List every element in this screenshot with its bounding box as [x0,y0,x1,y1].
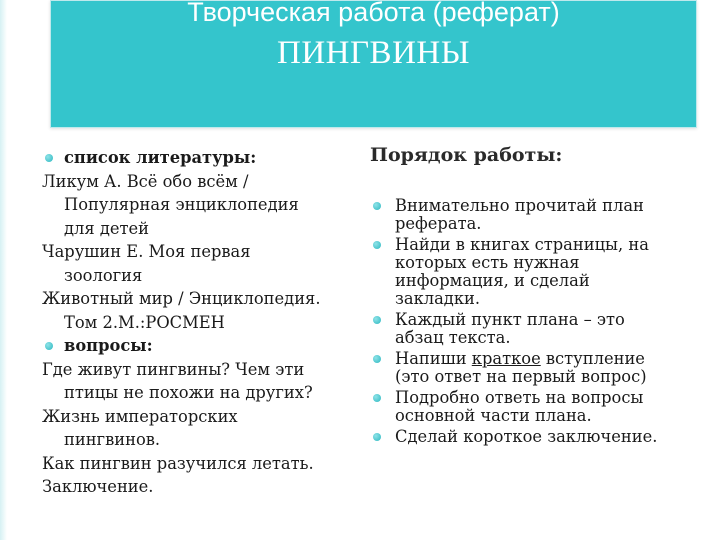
book-1-line-3: для детей [64,218,149,238]
item-6-line-1: Сделай короткое заключение. [395,427,658,446]
questions-heading [42,334,357,358]
bullet-icon [373,355,381,363]
item-2-line-3: информация, и сделай [395,271,590,290]
list-item [372,428,712,446]
list-item [372,350,712,386]
book-1-line-2: Популярная энциклопедия [64,195,299,214]
question-1-line-1: Где живут пингвины? Чем эти [42,359,305,379]
list-item [372,389,712,425]
item-4-line-2: (это ответ на первый вопрос) [395,367,647,386]
list-item [372,197,712,233]
book-2-line-2: зоология [64,265,143,285]
item-5-line-2: основной части плана. [395,406,592,425]
list-item [372,311,712,347]
list-item [372,236,712,308]
literature-heading [42,146,357,170]
work-order-list [372,197,712,449]
question-4: Заключение. [42,477,154,496]
title-banner [50,0,697,128]
book-3-line-1: Животный мир / Энциклопедия. [42,289,321,308]
slide-subtitle: ПИНГВИНЫ [276,35,471,71]
question-2-line-2: пингвинов. [64,430,161,449]
item-4-text-before: Напиши [395,349,472,368]
questions-heading-text: вопросы: [64,336,153,355]
literature-heading-text: список литературы: [64,148,257,167]
bullet-icon [45,342,53,350]
slide-title: Творческая работа (реферат) [187,0,560,27]
question-2-line-1: Жизнь императорских [42,406,238,426]
left-edge-strip [0,0,7,540]
work-order-heading: Порядок работы: [370,144,563,166]
bullet-icon [373,394,381,402]
item-4-line-1 [395,350,712,368]
bullet-icon [373,433,381,441]
item-1-line-2: реферата. [395,214,482,233]
item-4-underlined-word: краткое [471,349,541,368]
item-1-line-1: Внимательно прочитай план [395,196,644,215]
book-2-line-1: Чарушин Е. Моя первая [42,242,251,261]
item-2-line-1: Найди в книгах страницы, на [395,235,649,254]
item-4-text-after: вступление [540,349,645,368]
bullet-icon [45,154,53,162]
item-2-line-4: закладки. [395,289,481,308]
item-3-line-2: абзац текста. [395,328,511,347]
literature-column [42,146,357,499]
question-1-line-2: птицы не похожи на других? [64,383,313,402]
item-5-line-1: Подробно ответь на вопросы [395,388,644,407]
bullet-icon [373,316,381,324]
item-2-line-2: которых есть нужная [395,253,580,272]
bullet-icon [373,202,381,210]
question-3: Как пингвин разучился летать. [42,453,314,473]
book-3-line-2: Том 2.М.:РОСМЕН [64,312,225,332]
book-1-line-1: Ликум А. Всё обо всём / [42,171,249,191]
bullet-icon [373,241,381,249]
item-3-line-1: Каждый пункт плана – это [395,310,625,329]
